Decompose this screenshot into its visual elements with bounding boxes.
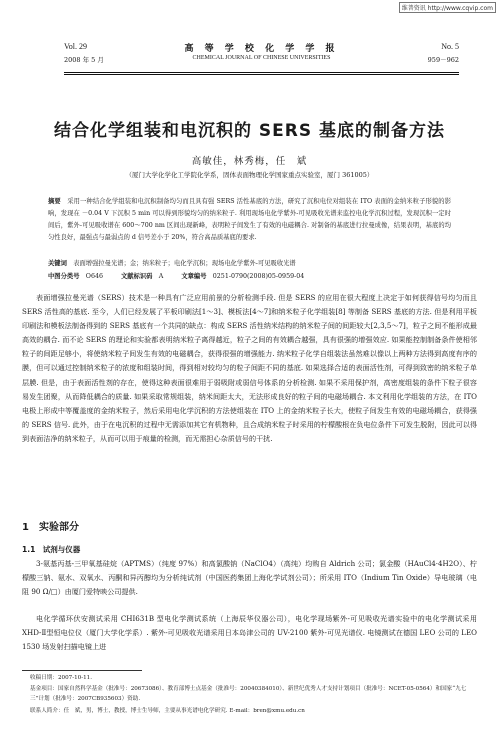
keywords-text: 表面增强拉曼光谱；金；纳米粒子；电化学沉积；现场电化学紫外-可见吸收光谱 (73, 260, 296, 267)
page-range: 959－962 (427, 56, 459, 64)
article-title: 结合化学组装和电沉积的 SERS 基底的制备方法 (53, 121, 446, 141)
article-number-label: 文章编号 (181, 273, 207, 280)
footnote-contact: 联系人简介：任 斌，男，博士，教授，博士生导师，主要从事光谱电化学研究. E-mail：bren@xmu.edu.cn (30, 708, 305, 714)
subsection-heading: 1.1 试剂与仪器 (22, 545, 81, 554)
issue-number: No. 5 (441, 42, 459, 51)
abstract-label: 摘要 (48, 198, 61, 205)
clc (48, 271, 103, 280)
authors: 高敏佳，林秀梅，任 斌 (191, 156, 308, 167)
classification-line (48, 271, 451, 280)
journal-header (64, 42, 459, 68)
doc-code-label: 文献标识码 (120, 273, 153, 280)
reagents-paragraph: 3-氨基丙基-三甲氧基硅烷（APTMS）（纯度 97%）和高氯酸钠（NaClO4）（高纯）均购自 Aldrich 公司；氯金酸（HAuCl4·4H2O）、柠檬酸三钠、氨水、双氧水、丙酮和异丙醇均为分析纯试剂（中国医药集团上海化学试剂公司）；所采用 ITO（Indium Tin Oxide）导电玻璃（电阻 90 Ω/□）由厦门爱特映公司提供. (22, 559, 477, 597)
header-rule-bottom (64, 74, 459, 75)
journal-title-en: CHEMICAL JOURNAL OF CHINESE UNIVERSITIES (192, 55, 331, 61)
affiliation: （厦门大学化学化工学院化学系，固体表面物理化学国家重点实验室，厦门 361005） (125, 171, 374, 179)
clc-value: O646 (85, 273, 103, 280)
footnote-funding: 基金项目：国家自然科学基金（批准号：20673086）、教育部博士点基金（批准号：20040384010）、新世纪优秀人才支持计划项目（批准号：NCET-05-0564）和国家“九七三”计划（批准号：2007CB935603）资助. (30, 686, 467, 702)
instruments-paragraph: 电化学循环伏安测试采用 CHI631B 型电化学测试系统（上海辰华仪器公司），电化学现场紫外-可见吸收光谱实验中的电化学测试采用 XHD-Ⅱ型恒电位仪（厦门大学化学系）. 紫外-可见吸收光谱采用日本岛津公司的 UV-2100 紫外-可见光谱仪. 电镜测试在德国 LEO 公司的 LEO 1530 场发射扫描电镜上进 (22, 614, 477, 652)
article-number (181, 271, 304, 280)
journal-title-cn: 高 等 学 校 化 学 学 报 (184, 44, 339, 54)
volume: Vol. 29 (64, 42, 87, 51)
doc-code (121, 271, 163, 280)
keywords (48, 258, 451, 269)
doc-code-value: A (158, 273, 164, 280)
footnote-received: 收稿日期：2007-10-11. (30, 675, 92, 681)
article-number-value: 0251-0790(2008)05-0959-04 (212, 273, 305, 280)
intro-paragraph: 表面增强拉曼光谱（SERS）技术是一种具有广泛应用前景的分析检测手段. 但是 SERS 的应用在很大程度上决定于如何获得信号均匀而且 SERS 活性高的基底. 至今，人们已经发展了平板印刷法[1～3]、模板法[4～7]和纳米粒子化学组装[8] 等制备 SERS 基底的方法. 但是利用平板印刷法和模板法制备得到的 SERS 基底有一个共同的缺点：构成 SERS 活性纳米结构的纳米粒子间的间距较大[2,3,5～7]，粒子之间不能形成最高效的耦合. 而不论 SERS 的理论和实验都表明纳米粒子离得越近，粒子之间的有效耦合越强，具有很强的增强效应. 如果能控制制备条件使相邻粒子的间距足够小，将使纳米粒子间发生有效的电磁耦合，获得很强的增强能力. 纳米粒子化学自组装法虽然难以像以上两种方法得到高度有序的膜，但可以通过控制纳米粒子的浓度和组装时间，得到相对较均匀的粒子间距不同的基底. 如果选择合适的表面活性剂，可得到致密的纳米粒子单层膜. 但是，由于表面活性剂的存在，使得这种表面很难用于弱吸附或弱信号体系的分析检测. 如果不采用保护剂，高密度组装的条件下粒子很容易发生团聚，从而降低耦合的质量. 如果采取常规组装，纳米间距太大，无法形成良好的粒子间的电磁场耦合. 本文利用化学组装的方法，在 ITO 电极上形成中等覆盖度的金纳米粒子，然后采用电化学沉积的方法使组装在 ITO 上的金纳米粒子长大，使粒子间发生有效的电磁场耦合，获得强的 SERS 信号. 此外，由于在电沉积的过程中无需添加其它有机物种，且合成纳米粒子时采用的柠檬酸根在负电位条件下可发生脱附，因此可以得到表面洁净的纳米粒子，从而可以用于痕量的检测，而无需担心杂质信号的干扰. (22, 293, 477, 443)
section-heading: 1 实验部分 (22, 522, 79, 533)
abstract-text: 采用一种结合化学组装和电沉积制备均匀而且具有强 SERS 活性基底的方法，研究了沉积电位对组装在 ITO 表面的金纳米粒子形貌的影响，发现在 －0.04 V 下沉积 5 min 可以得到形貌均匀的纳米粒子. 利用现场电化学紫外-可见吸收光谱来监控电化学沉积过程，发现沉积一定时间后，紫外-可见吸收谱在 600～700 nm 区间出现新峰，表明粒子间发生了有效的电磁耦合. 对制备的基底进行拉曼成像，结果表明，基底的均匀性良好，最强点与最弱点的 d 信号差小于 20%，符合高品质基底的要求. (48, 198, 452, 241)
clc-label: 中图分类号 (48, 273, 80, 280)
header-rule-top (64, 72, 459, 73)
abstract (48, 196, 451, 244)
keywords-label: 关键词 (48, 260, 67, 267)
footnote-rule (22, 670, 142, 671)
watermark: 维普资讯 http://www.cqvip.com (399, 2, 496, 13)
issue-date: 2008 年 5 月 (64, 56, 104, 64)
